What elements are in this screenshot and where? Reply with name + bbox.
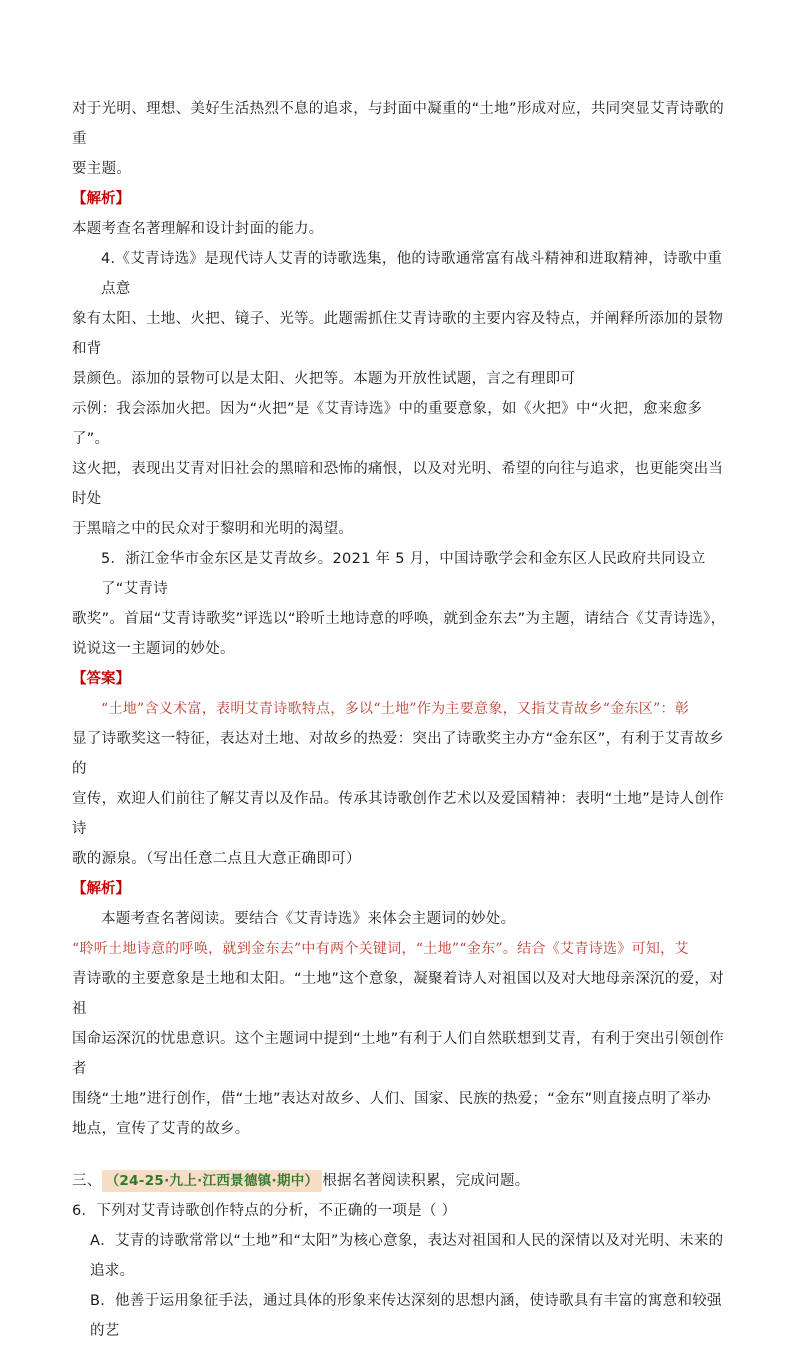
section-instruction: 根据名著阅读积累，完成问题。 <box>322 1173 530 1189</box>
answer-label: 【答案】 <box>72 671 130 687</box>
analysis-line: 本题考查名著阅读。要结合《艾青诗选》来体会主题词的妙处。 <box>101 911 516 927</box>
section-spacer <box>72 1144 734 1166</box>
q4-line: 景颜色。添加的景物可以是太阳、火把等。本题为开放性试题，言之有理即可 <box>72 371 576 387</box>
q4-line: 象有太阳、土地、火把、镜子、光等。此题需抓住艾青诗歌的主要内容及特点，并阐释所添加的景物和背 <box>72 311 724 357</box>
analysis-label: 【解析】 <box>72 881 130 897</box>
analysis-text: 本题考查名著理解和设计封面的能力。 <box>72 221 324 237</box>
section-prefix: 三、 <box>72 1173 102 1189</box>
q4-line: 示例：我会添加火把。因为“火把”是《艾青诗选》中的重要意象，如《火把》中“火把，愈来愈多了”。 <box>72 401 703 447</box>
q5-line: 歌奖”。首届“艾青诗歌奖”评选以“聆听土地诗意的呼唤，就到金东去”为主题，请结合《艾青诗选》， <box>72 611 726 627</box>
answer-line: 宣传，欢迎人们前往了解艾青以及作品。传承其诗歌创作艺术以及爱国精神：表明“土地”是诗人创作诗 <box>72 791 725 837</box>
option-a: A．艾青的诗歌常常以“土地”和“太阳”为核心意象，表达对祖国和人民的深情以及对光明、未来的追求。 <box>90 1233 724 1279</box>
q4-line: 于黑暗之中的民众对于黎明和光明的渴望。 <box>72 521 354 537</box>
analysis-text <box>72 904 734 1144</box>
analysis-line: “聆听土地诗意的呼唤，就到金东去”中有两个关键词，“土地”“金东”。结合《艾青诗选》可知，艾 <box>72 941 689 957</box>
answer-line: 显了诗歌奖这一特征，表达对土地、对故乡的热爱：突出了诗歌奖主办方“金东区”，有利于艾青故乡的 <box>72 731 725 777</box>
question-4 <box>72 244 734 304</box>
question-5 <box>72 544 734 604</box>
section-3-heading <box>72 1166 734 1196</box>
q5-line: 5．浙江金华市金东区是艾青故乡。2021 年 5 月，中国诗歌学会和金东区人民政府共同设立了“艾青诗 <box>101 551 706 597</box>
analysis-line: 国命运深沉的忧患意识。这个主题词中提到“土地”有利于人们自然联想到艾青，有利于突出引领创作者 <box>72 1031 725 1077</box>
analysis-label: 【解析】 <box>72 191 130 207</box>
intro-line: 对于光明、理想、美好生活热烈不息的追求，与封面中凝重的“土地”形成对应，共同突显艾青诗歌的重 <box>72 101 725 147</box>
question-4-body <box>72 304 734 544</box>
answer-line: “土地”含义术富，表明艾青诗歌特点，多以“土地”作为主要意象，又指艾青故乡“金东区”：彰 <box>101 701 690 717</box>
analysis-line: 青诗歌的主要意象是土地和太阳。“土地”这个意象，凝聚着诗人对祖国以及对大地母亲深沉的爱，对祖 <box>72 971 725 1017</box>
q4-line: 4.《艾青诗选》是现代诗人艾青的诗歌选集，他的诗歌通常富有战斗精神和进取精神，诗歌中重点意 <box>101 251 723 297</box>
q4-line: 这火把，表现出艾青对旧社会的黑暗和恐怖的痛恨，以及对光明、希望的向往与追求，也更能突出当时处 <box>72 461 724 507</box>
analysis-line: 地点，宣传了艾青的故乡。 <box>72 1121 250 1137</box>
page-content <box>72 94 734 1346</box>
analysis-line: 围绕“土地”进行创作，借“土地”表达对故乡、人们、国家、民族的热爱；“金东”则直接点明了举办 <box>72 1091 711 1107</box>
question-5-body <box>72 604 734 664</box>
answer-text <box>72 694 734 874</box>
option-b: B．他善于运用象征手法，通过具体的形象来传达深刻的思想内涵，使诗歌具有丰富的寓意和较强的艺 <box>90 1293 722 1339</box>
answer-line: 歌的源泉。（写出任意二点且大意正确即可） <box>72 851 361 867</box>
source-badge: （24-25·九上·江西景德镇·期中） <box>102 1170 323 1192</box>
question-6: 6．下列对艾青诗歌创作特点的分析，不正确的一项是（ ） <box>72 1203 457 1219</box>
intro-line: 要主题。 <box>72 161 132 177</box>
q5-line: 说说这一主题词的妙处。 <box>72 641 235 657</box>
intro-paragraph <box>72 94 734 184</box>
